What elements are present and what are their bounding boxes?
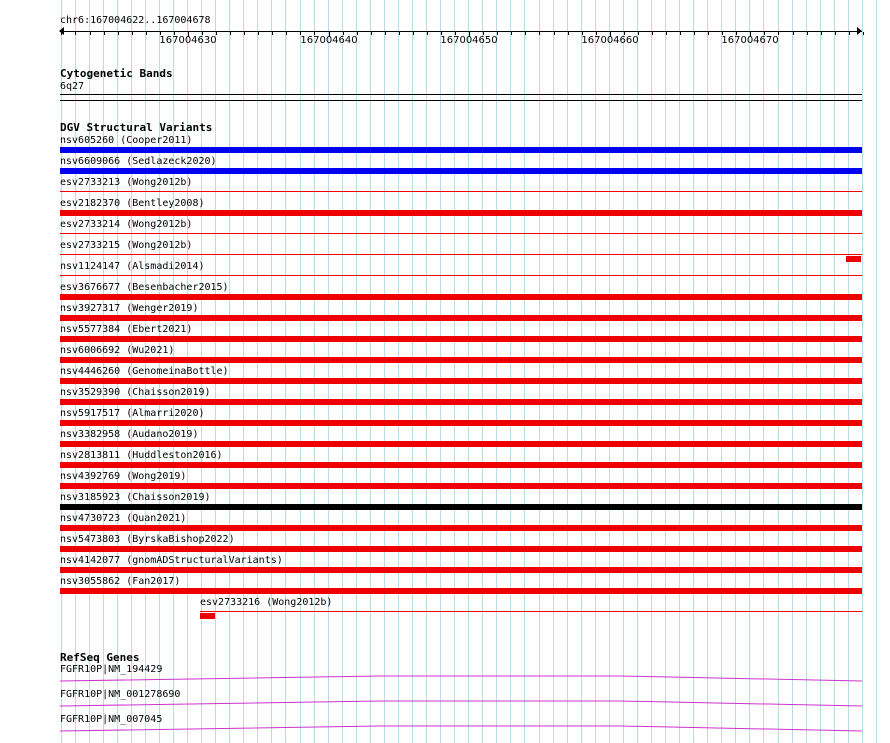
ruler-minor-tick [371, 32, 372, 35]
dgv-feature-line [60, 275, 862, 276]
dgv-feature-line [60, 254, 862, 255]
dgv-feature-bar[interactable] [60, 315, 862, 321]
dgv-feature-line [200, 611, 862, 612]
dgv-feature-bar[interactable] [60, 483, 862, 489]
ruler-minor-tick [807, 32, 808, 35]
ruler-minor-tick [793, 32, 794, 35]
dgv-feature-bar[interactable] [60, 336, 862, 342]
dgv-feature-bar[interactable] [60, 546, 862, 552]
ruler-minor-tick [399, 32, 400, 35]
dgv-feature-label[interactable]: nsv3055862 (Fan2017) [60, 576, 181, 587]
ruler-minor-tick [652, 32, 653, 35]
dgv-feature-bar[interactable] [200, 613, 215, 619]
ruler-minor-tick [539, 32, 540, 35]
dgv-feature-bar[interactable] [60, 147, 862, 153]
location-label: chr6:167004622..167004678 [60, 15, 211, 26]
dgv-feature-bar[interactable] [846, 256, 861, 262]
dgv-feature-label[interactable]: esv3676677 (Besenbacher2015) [60, 282, 229, 293]
dgv-feature-label[interactable]: nsv5577384 (Ebert2021) [60, 324, 193, 335]
ruler-minor-tick [118, 32, 119, 35]
dgv-feature-label[interactable]: nsv6609066 (Sedlazeck2020) [60, 156, 217, 167]
refseq-intron-line[interactable] [60, 725, 862, 733]
ruler-minor-tick [554, 32, 555, 35]
ruler-minor-tick [511, 32, 512, 35]
dgv-feature-bar[interactable] [60, 378, 862, 384]
ruler-minor-tick [821, 32, 822, 35]
ruler-minor-tick [104, 32, 105, 35]
ruler-minor-tick [863, 32, 864, 35]
dgv-feature-bar[interactable] [60, 357, 862, 363]
refseq-transcript-label[interactable]: FGFR10P|NM_194429 [60, 664, 163, 675]
dgv-feature-bar[interactable] [60, 588, 862, 594]
dgv-feature-bar[interactable] [60, 525, 862, 531]
dgv-feature-bar[interactable] [60, 168, 862, 174]
ruler-minor-tick [835, 32, 836, 35]
ruler-minor-tick [244, 32, 245, 35]
dgv-feature-label[interactable]: nsv3927317 (Wenger2019) [60, 303, 199, 314]
ruler-minor-tick [525, 32, 526, 35]
dgv-track-title: DGV Structural Variants [60, 121, 213, 134]
ruler-minor-tick [286, 32, 287, 35]
dgv-feature-bar[interactable] [60, 504, 862, 510]
dgv-feature-bar[interactable] [60, 441, 862, 447]
ruler-minor-tick [258, 32, 259, 35]
dgv-feature-label[interactable]: esv2733215 (Wong2012b) [60, 240, 193, 251]
dgv-feature-line [60, 233, 862, 234]
ruler-tick-label: 167004670 [721, 35, 779, 46]
dgv-feature-label[interactable]: esv2733214 (Wong2012b) [60, 219, 193, 230]
dgv-feature-bar[interactable] [60, 462, 862, 468]
scroll-right-arrow-icon[interactable] [857, 27, 862, 35]
dgv-feature-label[interactable]: nsv2813811 (Huddleston2016) [60, 450, 223, 461]
ruler-minor-tick [849, 32, 850, 35]
ruler-minor-tick [90, 32, 91, 35]
dgv-feature-label[interactable]: nsv605260 (Cooper2011) [60, 135, 193, 146]
dgv-feature-bar[interactable] [60, 567, 862, 573]
dgv-feature-bar[interactable] [60, 399, 862, 405]
dgv-feature-label[interactable]: nsv4142077 (gnomADStructuralVariants) [60, 555, 283, 566]
ruler-minor-tick [230, 32, 231, 35]
dgv-feature-bar[interactable] [60, 210, 862, 216]
ruler-minor-tick [568, 32, 569, 35]
refseq-transcript-label[interactable]: FGFR10P|NM_007045 [60, 714, 163, 725]
ruler-minor-tick [413, 32, 414, 35]
dgv-feature-label[interactable]: nsv3529390 (Chaisson2019) [60, 387, 211, 398]
ruler-tick-label: 167004630 [159, 35, 217, 46]
ruler-minor-tick [680, 32, 681, 35]
dgv-feature-label[interactable]: nsv4392769 (Wong2019) [60, 471, 187, 482]
dgv-feature-label[interactable]: nsv4446260 (GenomeinaBottle) [60, 366, 229, 377]
ruler-minor-tick [666, 32, 667, 35]
cytoband-line [60, 94, 862, 95]
ruler-minor-tick [132, 32, 133, 35]
dgv-feature-label[interactable]: esv2182370 (Bentley2008) [60, 198, 205, 209]
ruler-minor-tick [694, 32, 695, 35]
ruler-tick-label: 167004640 [300, 35, 358, 46]
dgv-feature-label[interactable]: nsv5473803 (ByrskaBishop2022) [60, 534, 235, 545]
ruler-minor-tick [272, 32, 273, 35]
dgv-feature-label[interactable]: nsv3185923 (Chaisson2019) [60, 492, 211, 503]
dgv-feature-label[interactable]: esv2733216 (Wong2012b) [200, 597, 333, 608]
refseq-intron-line[interactable] [60, 675, 862, 683]
ruler-minor-tick [75, 32, 76, 35]
ruler-tick-label: 167004660 [581, 35, 639, 46]
ruler-axis [60, 31, 862, 32]
track-divider [60, 100, 862, 101]
ruler-minor-tick [146, 32, 147, 35]
dgv-feature-bar[interactable] [60, 294, 862, 300]
ruler-minor-tick [708, 32, 709, 35]
dgv-feature-line [60, 191, 862, 192]
cytoband-label: 6q27 [60, 81, 85, 92]
dgv-feature-label[interactable]: nsv6006692 (Wu2021) [60, 345, 175, 356]
ruler-tick-label: 167004650 [440, 35, 498, 46]
dgv-feature-label[interactable]: esv2733213 (Wong2012b) [60, 177, 193, 188]
dgv-feature-label[interactable]: nsv1124147 (Alsmadi2014) [60, 261, 205, 272]
ruler-minor-tick [385, 32, 386, 35]
dgv-feature-label[interactable]: nsv5917517 (Almarri2020) [60, 408, 205, 419]
dgv-feature-label[interactable]: nsv3382958 (Audano2019) [60, 429, 199, 440]
refseq-intron-line[interactable] [60, 700, 862, 708]
cytobands-track-title: Cytogenetic Bands [60, 67, 173, 80]
ruler-minor-tick [427, 32, 428, 35]
refseq-transcript-label[interactable]: FGFR10P|NM_001278690 [60, 689, 181, 700]
ruler-minor-tick [61, 32, 62, 35]
dgv-feature-bar[interactable] [60, 420, 862, 426]
refseq-track-title: RefSeq Genes [60, 651, 140, 664]
dgv-feature-label[interactable]: nsv4730723 (Quan2021) [60, 513, 187, 524]
